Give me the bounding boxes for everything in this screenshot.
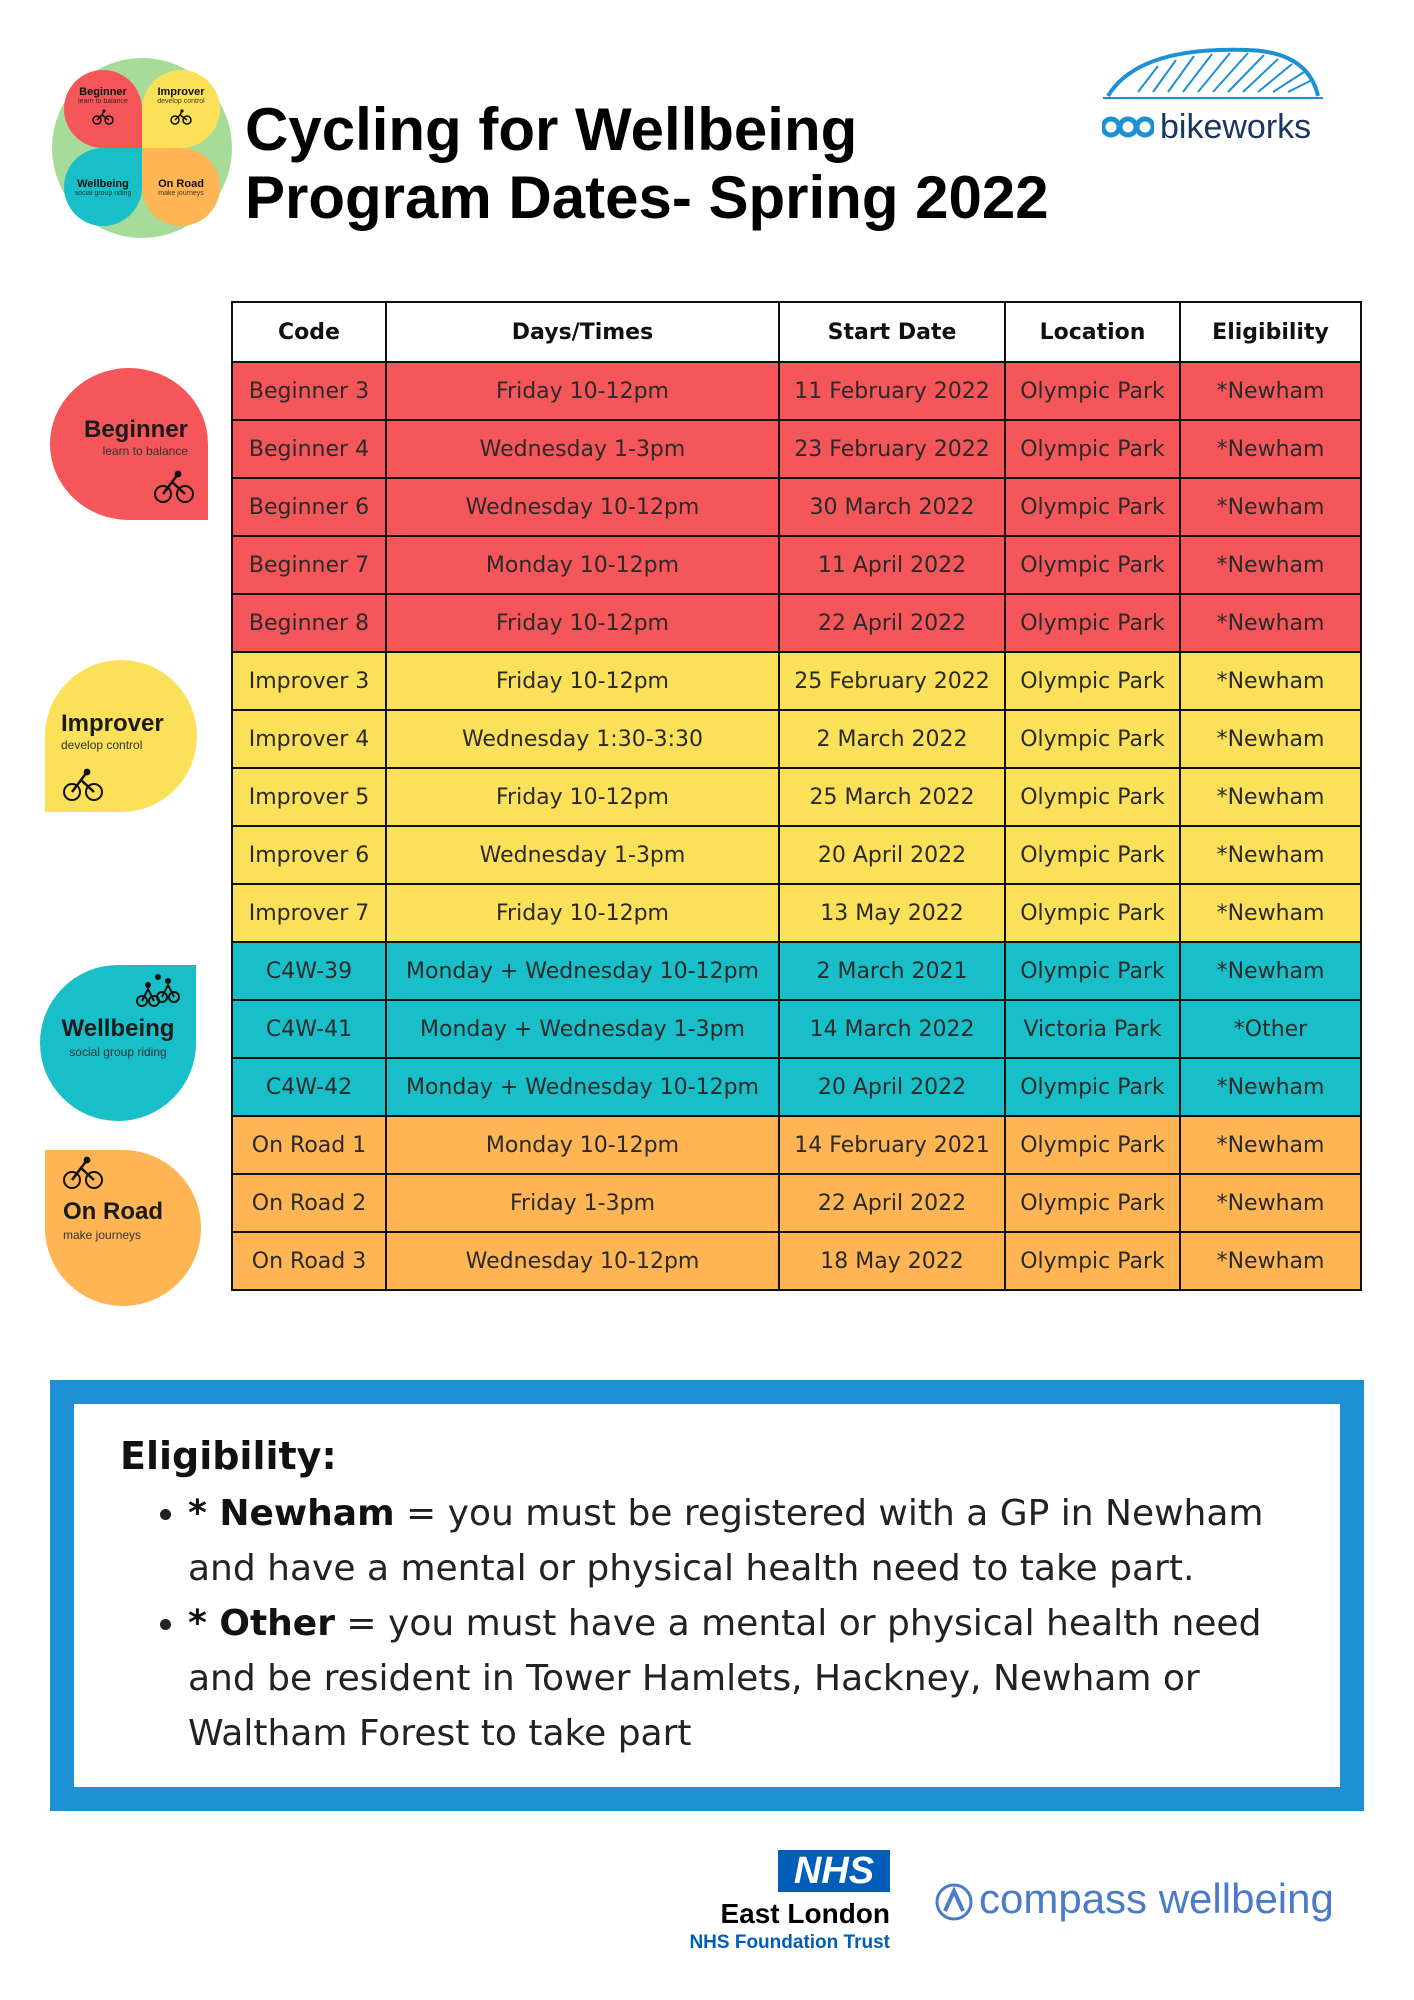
cell-code: C4W-41 — [232, 1000, 386, 1058]
bike-rider-icon — [154, 470, 194, 504]
logo-quadrant-title: Improver — [157, 86, 205, 98]
cell-days: Monday 10-12pm — [386, 1116, 779, 1174]
table-row — [232, 768, 1361, 826]
nhs-east-london-logo — [689, 1850, 890, 1960]
cell-location: Victoria Park — [1005, 1000, 1180, 1058]
cell-location: Olympic Park — [1005, 884, 1180, 942]
cell-days: Friday 10-12pm — [386, 884, 779, 942]
eligibility-text: = you must be registered with a GP in Newham and have a mental or physical health need to take part. — [188, 1493, 1264, 1589]
badge-title: Wellbeing — [61, 1015, 175, 1042]
cell-start: 25 February 2022 — [779, 652, 1005, 710]
eligibility-heading: Eligibility: — [120, 1434, 337, 1478]
cell-days: Monday + Wednesday 1-3pm — [386, 1000, 779, 1058]
logo-quadrant-subtitle: social group riding — [74, 190, 132, 197]
cell-start: 23 February 2022 — [779, 420, 1005, 478]
logo-quadrant-subtitle: learn to balance — [78, 98, 128, 105]
bike-rider-icon — [92, 109, 114, 125]
table-row — [232, 884, 1361, 942]
column-header-days: Days/Times — [386, 302, 779, 362]
table-row — [232, 594, 1361, 652]
cell-days: Monday 10-12pm — [386, 536, 779, 594]
cell-days: Friday 10-12pm — [386, 594, 779, 652]
badge-subtitle: make journeys — [63, 1228, 142, 1242]
cell-code: On Road 1 — [232, 1116, 386, 1174]
group-riders-icon — [136, 971, 180, 1009]
logo-quadrant-improver — [142, 70, 220, 148]
cell-start: 22 April 2022 — [779, 1174, 1005, 1232]
bike-rider-icon — [63, 768, 103, 802]
logo-quadrant-wellbeing — [64, 148, 142, 226]
cell-eligibility: *Newham — [1180, 1116, 1361, 1174]
cell-location: Olympic Park — [1005, 768, 1180, 826]
table-row — [232, 1174, 1361, 1232]
cell-code: Beginner 8 — [232, 594, 386, 652]
cell-eligibility: *Other — [1180, 1000, 1361, 1058]
cell-eligibility: *Newham — [1180, 884, 1361, 942]
column-header-start-date: Start Date — [779, 302, 1005, 362]
title-line-2: Program Dates- Spring 2022 — [245, 164, 1049, 231]
column-header-code: Code — [232, 302, 386, 362]
badge-subtitle: develop control — [61, 738, 143, 752]
eligibility-panel — [50, 1380, 1364, 1811]
cell-code: Beginner 6 — [232, 478, 386, 536]
cell-code: On Road 3 — [232, 1232, 386, 1290]
table-row — [232, 536, 1361, 594]
logo-quadrant-beginner — [64, 70, 142, 148]
eligibility-item-newham — [188, 1486, 1294, 1596]
logo-quadrant-title: Beginner — [79, 86, 127, 98]
cell-eligibility: *Newham — [1180, 710, 1361, 768]
badge-subtitle: learn to balance — [102, 444, 188, 458]
cell-code: Improver 7 — [232, 884, 386, 942]
badge-title: Improver — [61, 710, 164, 737]
cell-start: 14 February 2021 — [779, 1116, 1005, 1174]
cell-location: Olympic Park — [1005, 1058, 1180, 1116]
table-row — [232, 942, 1361, 1000]
eligibility-term: * Newham — [188, 1493, 395, 1534]
cell-eligibility: *Newham — [1180, 1058, 1361, 1116]
table-row — [232, 1000, 1361, 1058]
cycling-wellbeing-logo — [52, 58, 232, 238]
cell-eligibility: *Newham — [1180, 478, 1361, 536]
bikeworks-logo — [1098, 46, 1328, 156]
table-row — [232, 362, 1361, 420]
compass-wellbeing-logo — [935, 1875, 1334, 1923]
badge-title: Beginner — [83, 416, 188, 443]
cell-code: Improver 4 — [232, 710, 386, 768]
bikeworks-mark-icon — [1102, 112, 1154, 142]
cell-location: Olympic Park — [1005, 420, 1180, 478]
bike-rider-icon — [63, 1156, 103, 1190]
cell-code: Beginner 7 — [232, 536, 386, 594]
logo-quadrant-title: Wellbeing — [77, 178, 129, 190]
cell-location: Olympic Park — [1005, 362, 1180, 420]
table-row — [232, 420, 1361, 478]
cell-code: On Road 2 — [232, 1174, 386, 1232]
cell-start: 30 March 2022 — [779, 478, 1005, 536]
cell-days: Wednesday 1-3pm — [386, 826, 779, 884]
bike-rider-icon — [170, 109, 192, 125]
bikeworks-wordmark: bikeworks — [1160, 108, 1312, 146]
badge-wellbeing — [40, 965, 196, 1121]
cell-location: Olympic Park — [1005, 478, 1180, 536]
logo-quadrant-subtitle: develop control — [157, 98, 205, 105]
eligibility-panel-inner — [74, 1404, 1340, 1787]
cell-location: Olympic Park — [1005, 942, 1180, 1000]
cell-code: Beginner 4 — [232, 420, 386, 478]
cell-eligibility: *Newham — [1180, 594, 1361, 652]
cell-code: Improver 5 — [232, 768, 386, 826]
badge-title: On Road — [63, 1198, 163, 1225]
cell-location: Olympic Park — [1005, 1116, 1180, 1174]
cell-start: 22 April 2022 — [779, 594, 1005, 652]
cell-eligibility: *Newham — [1180, 536, 1361, 594]
table-row — [232, 478, 1361, 536]
cell-start: 20 April 2022 — [779, 1058, 1005, 1116]
logo-quadrant-onroad — [142, 148, 220, 226]
cell-code: C4W-39 — [232, 942, 386, 1000]
title-line-1: Cycling for Wellbeing — [245, 96, 858, 163]
cell-eligibility: *Newham — [1180, 942, 1361, 1000]
cell-location: Olympic Park — [1005, 536, 1180, 594]
cell-start: 20 April 2022 — [779, 826, 1005, 884]
eligibility-text: = you must have a mental or physical health need and be resident in Tower Hamlets, Hackney, Newham or Waltham Forest to take part — [188, 1603, 1262, 1754]
cell-days: Friday 1-3pm — [386, 1174, 779, 1232]
cell-start: 11 April 2022 — [779, 536, 1005, 594]
column-header-location: Location — [1005, 302, 1180, 362]
cell-days: Friday 10-12pm — [386, 652, 779, 710]
cell-start: 2 March 2021 — [779, 942, 1005, 1000]
cell-location: Olympic Park — [1005, 826, 1180, 884]
cell-eligibility: *Newham — [1180, 362, 1361, 420]
logo-quadrant-subtitle: make journeys — [158, 190, 204, 197]
cell-code: Improver 3 — [232, 652, 386, 710]
cell-eligibility: *Newham — [1180, 1232, 1361, 1290]
cell-location: Olympic Park — [1005, 594, 1180, 652]
bikeworks-arc-icon — [1098, 46, 1328, 106]
cell-days: Wednesday 10-12pm — [386, 478, 779, 536]
table-row — [232, 1116, 1361, 1174]
cell-start: 25 March 2022 — [779, 768, 1005, 826]
logo-quadrant-title: On Road — [158, 178, 204, 190]
compass-wordmark: compass wellbeing — [979, 1875, 1334, 1922]
table-row — [232, 1232, 1361, 1290]
cell-location: Olympic Park — [1005, 1174, 1180, 1232]
cell-location: Olympic Park — [1005, 1232, 1180, 1290]
cell-start: 18 May 2022 — [779, 1232, 1005, 1290]
table-row — [232, 652, 1361, 710]
cell-eligibility: *Newham — [1180, 826, 1361, 884]
nhs-org-name: East London — [720, 1898, 890, 1929]
page-title — [245, 96, 1049, 232]
table-row — [232, 710, 1361, 768]
badge-improver — [45, 660, 197, 812]
cell-location: Olympic Park — [1005, 652, 1180, 710]
cell-start: 11 February 2022 — [779, 362, 1005, 420]
cell-start: 2 March 2022 — [779, 710, 1005, 768]
badge-onroad — [45, 1150, 201, 1306]
cell-eligibility: *Newham — [1180, 768, 1361, 826]
cell-eligibility: *Newham — [1180, 652, 1361, 710]
column-header-eligibility: Eligibility — [1180, 302, 1361, 362]
nhs-mark: NHS — [778, 1850, 890, 1892]
cell-code: Beginner 3 — [232, 362, 386, 420]
cell-location: Olympic Park — [1005, 710, 1180, 768]
table-row — [232, 826, 1361, 884]
cell-days: Wednesday 10-12pm — [386, 1232, 779, 1290]
cell-days: Wednesday 1:30-3:30 — [386, 710, 779, 768]
cell-days: Friday 10-12pm — [386, 362, 779, 420]
nhs-trust-name: NHS Foundation Trust — [689, 1932, 890, 1953]
schedule-table — [231, 301, 1362, 1291]
eligibility-term: * Other — [188, 1603, 335, 1644]
cell-days: Friday 10-12pm — [386, 768, 779, 826]
table-header-row — [232, 302, 1361, 362]
badge-beginner — [50, 368, 208, 520]
cell-days: Monday + Wednesday 10-12pm — [386, 942, 779, 1000]
cell-eligibility: *Newham — [1180, 1174, 1361, 1232]
cell-start: 13 May 2022 — [779, 884, 1005, 942]
cell-eligibility: *Newham — [1180, 420, 1361, 478]
badge-subtitle: social group riding — [69, 1045, 167, 1059]
eligibility-list — [120, 1486, 1294, 1761]
cell-code: C4W-42 — [232, 1058, 386, 1116]
cell-start: 14 March 2022 — [779, 1000, 1005, 1058]
compass-icon — [935, 1883, 973, 1921]
cell-code: Improver 6 — [232, 826, 386, 884]
cell-days: Monday + Wednesday 10-12pm — [386, 1058, 779, 1116]
table-row — [232, 1058, 1361, 1116]
cell-days: Wednesday 1-3pm — [386, 420, 779, 478]
eligibility-item-other — [188, 1596, 1294, 1761]
